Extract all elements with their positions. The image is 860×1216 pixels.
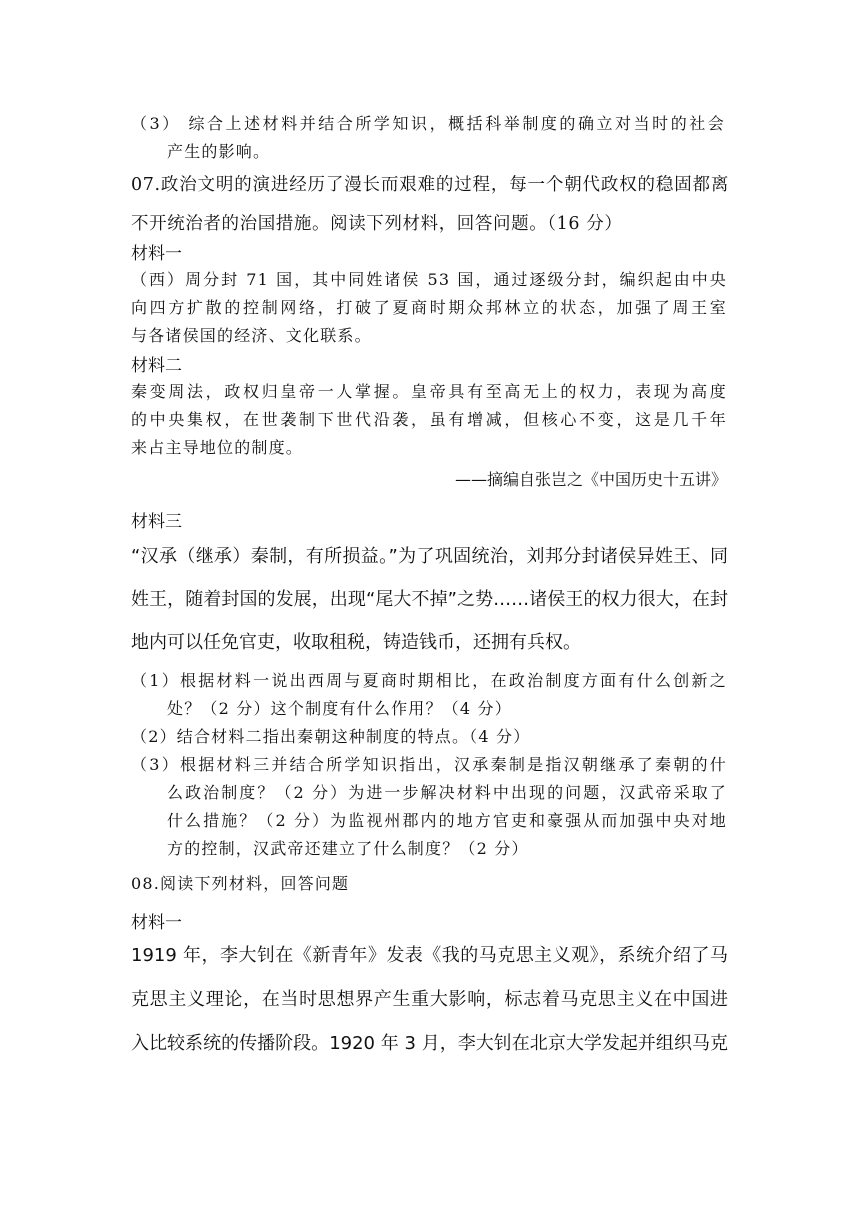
q07-intro-line2: 不开统治者的治国措施。阅读下列材料，回答问题。（16 分） <box>131 214 623 234</box>
q07-material1-line3: 与各诸侯国的经济、文化联系。 <box>131 326 372 345</box>
q07-material1-line1: （西）周分封 71 国，其中同姓诸侯 53 国，通过逐级分封，编织起由中央 <box>131 270 727 289</box>
q07-material3-line1: “汉承（继承）秦制，有所损益。”为了巩固统治，刘邦分封诸侯异姓王、同 <box>131 546 728 567</box>
q07-material3-line3: 地内可以任免官吏，收取租税，铸造钱币，还拥有兵权。 <box>131 632 581 653</box>
q07-material2-line3: 来占主导地位的制度。 <box>131 438 304 457</box>
q07-intro-line1: 07.政治文明的演进经历了漫长而艰难的过程，每一个朝代政权的稳固都离 <box>131 175 729 195</box>
q07-material2-line1: 秦变周法，政权归皇帝一人掌握。皇帝具有至高无上的权力，表现为高度 <box>131 382 727 401</box>
q07-material3-title: 材料三 <box>131 512 182 532</box>
q08-material1-title: 材料一 <box>131 913 182 933</box>
q07-material2-title: 材料二 <box>131 356 182 376</box>
q08-material1-line3: 入比较系统的传播阶段。1920 年 3 月，李大钊在北京大学发起并组织马克 <box>131 1033 728 1054</box>
q06-part3-line1: （3） 综合上述材料并结合所学知识，概括科举制度的确立对当时的社会 <box>131 114 725 133</box>
q07-material2-line2: 的中央集权，在世袭制下世代沿袭，虽有增减，但核心不变，这是几千年 <box>131 410 727 429</box>
q07-question2: （2）结合材料二指出秦朝这种制度的特点。（4 分） <box>131 727 531 746</box>
q07-material1-title: 材料一 <box>131 244 182 264</box>
q07-material1-line2: 向四方扩散的控制网络，打破了夏商时期众邦林立的状态，加强了周王室 <box>131 298 727 317</box>
q07-question3-line2: 么政治制度？（2 分）为进一步解决材料中出现的问题，汉武帝采取了 <box>167 783 727 802</box>
q07-question1-line2: 处？（2 分）这个制度有什么作用？（4 分） <box>167 699 512 718</box>
q07-question3-line4: 方的控制，汉武帝还建立了什么制度？（2 分） <box>167 839 529 858</box>
q07-question3-line1: （3）根据材料三并结合所学知识指出，汉承秦制是指汉朝继承了秦朝的什 <box>131 755 727 774</box>
q07-question3-line3: 什么措施？（2 分）为监视州郡内的地方官吏和豪强从而加强中央对地 <box>167 811 727 830</box>
q08-material1-line2: 克思主义理论，在当时思想界产生重大影响，标志着马克思主义在中国进 <box>131 989 728 1010</box>
q08-material1-line1: 1919 年，李大钊在《新青年》发表《我的马克思主义观》，系统介绍了马 <box>131 945 728 966</box>
q07-question1-line1: （1）根据材料一说出西周与夏商时期相比，在政治制度方面有什么创新之 <box>131 671 727 690</box>
q07-material3-line2: 姓王，随着封国的发展，出现“尾大不掉”之势……诸侯王的权力很大，在封 <box>131 589 728 610</box>
q07-material2-source: ——摘编自张岂之《中国历史十五讲》 <box>454 470 727 489</box>
q06-part3-line2: 产生的影响。 <box>167 142 271 161</box>
q08-intro: 08.阅读下列材料，回答问题 <box>131 874 350 893</box>
